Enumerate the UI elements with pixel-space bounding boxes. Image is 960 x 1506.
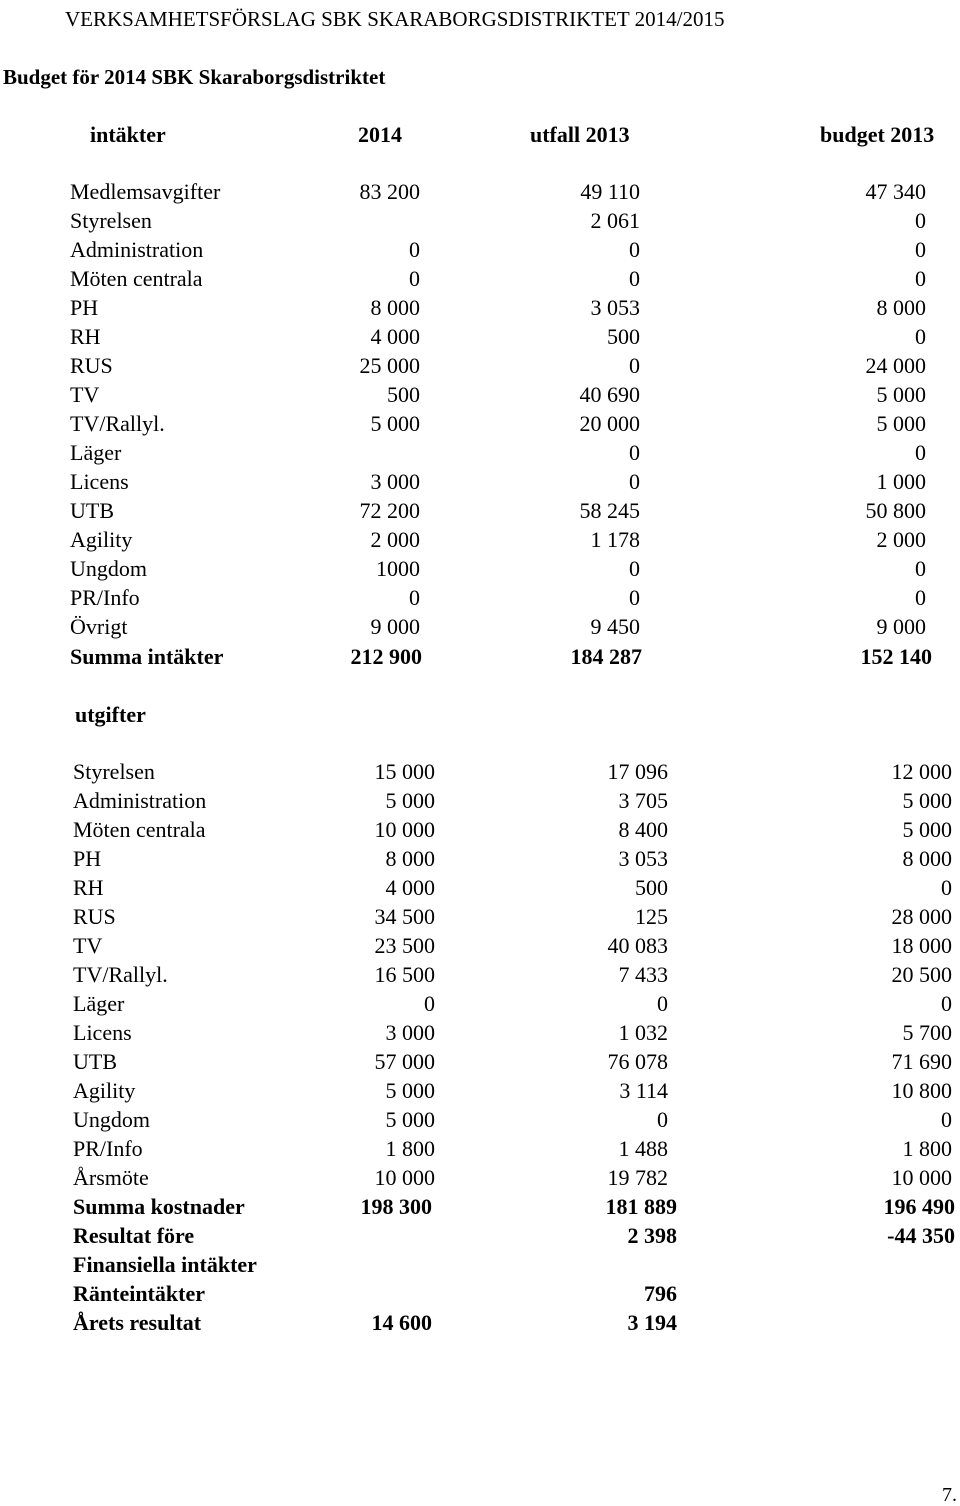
value-budget-2013: 8 000 bbox=[902, 846, 952, 871]
row-label: Ungdom bbox=[73, 1107, 150, 1132]
value-2014: 5 000 bbox=[385, 1107, 435, 1132]
row-label: UTB bbox=[70, 498, 114, 523]
value-budget-2013: 5 000 bbox=[902, 788, 952, 813]
value-budget-2013: 0 bbox=[915, 440, 926, 465]
row-label: Resultat före bbox=[73, 1223, 195, 1248]
table-row bbox=[0, 324, 960, 353]
value-budget-2013: -44 350 bbox=[887, 1223, 955, 1248]
value-budget-2013: 10 800 bbox=[891, 1078, 952, 1103]
value-budget-2013: 28 000 bbox=[891, 904, 952, 929]
row-label: Årsmöte bbox=[73, 1165, 149, 1190]
table-row bbox=[0, 179, 960, 208]
table-row bbox=[0, 353, 960, 382]
value-budget-2013: 0 bbox=[941, 1107, 952, 1132]
value-utfall-2013: 40 083 bbox=[607, 933, 668, 958]
value-utfall-2013: 2 061 bbox=[590, 208, 640, 233]
value-2014: 8 000 bbox=[385, 846, 435, 871]
table-row bbox=[0, 266, 960, 295]
value-utfall-2013: 500 bbox=[607, 324, 640, 349]
row-label: Medlemsavgifter bbox=[70, 179, 221, 204]
value-utfall-2013: 500 bbox=[635, 875, 668, 900]
table-row bbox=[0, 1194, 960, 1223]
table-row bbox=[0, 788, 960, 817]
row-label: TV/Rallyl. bbox=[70, 411, 165, 436]
value-2014: 34 500 bbox=[374, 904, 435, 929]
row-label: Administration bbox=[70, 237, 204, 262]
value-budget-2013: 0 bbox=[915, 266, 926, 291]
document-title: VERKSAMHETSFÖRSLAG SBK SKARABORGSDISTRIKTET 2014/2015 bbox=[65, 7, 725, 31]
value-utfall-2013: 0 bbox=[629, 237, 640, 262]
value-2014: 14 600 bbox=[371, 1310, 432, 1335]
value-2014: 3 000 bbox=[385, 1020, 435, 1045]
value-2014: 500 bbox=[387, 382, 420, 407]
total-utfall-2013: 184 287 bbox=[570, 644, 642, 669]
table-row bbox=[0, 991, 960, 1020]
table-row bbox=[0, 411, 960, 440]
value-utfall-2013: 0 bbox=[657, 1107, 668, 1132]
value-utfall-2013: 1 488 bbox=[618, 1136, 668, 1161]
value-budget-2013: 0 bbox=[941, 991, 952, 1016]
value-utfall-2013: 796 bbox=[644, 1281, 677, 1306]
table-row bbox=[0, 1223, 960, 1252]
row-label: Ränteintäkter bbox=[73, 1281, 205, 1306]
value-utfall-2013: 58 245 bbox=[579, 498, 640, 523]
table-row bbox=[0, 237, 960, 266]
table-row bbox=[0, 1020, 960, 1049]
row-label: Administration bbox=[73, 788, 207, 813]
value-budget-2013: 5 000 bbox=[876, 382, 926, 407]
value-2014: 72 200 bbox=[359, 498, 420, 523]
table-row bbox=[0, 556, 960, 585]
value-budget-2013: 0 bbox=[915, 208, 926, 233]
value-2014: 198 300 bbox=[360, 1194, 432, 1219]
value-2014: 2 000 bbox=[370, 527, 420, 552]
value-utfall-2013: 0 bbox=[629, 266, 640, 291]
value-2014: 15 000 bbox=[374, 759, 435, 784]
value-utfall-2013: 0 bbox=[629, 440, 640, 465]
value-budget-2013: 1 000 bbox=[876, 469, 926, 494]
row-label: Licens bbox=[70, 469, 129, 494]
value-2014: 83 200 bbox=[359, 179, 420, 204]
table-row bbox=[0, 904, 960, 933]
value-2014: 25 000 bbox=[359, 353, 420, 378]
value-2014: 16 500 bbox=[374, 962, 435, 987]
total-2014: 212 900 bbox=[350, 644, 422, 669]
value-2014: 1 800 bbox=[385, 1136, 435, 1161]
value-2014: 0 bbox=[424, 991, 435, 1016]
table-row bbox=[0, 469, 960, 498]
value-budget-2013: 20 500 bbox=[891, 962, 952, 987]
value-utfall-2013: 3 053 bbox=[590, 295, 640, 320]
value-utfall-2013: 0 bbox=[629, 469, 640, 494]
value-utfall-2013: 8 400 bbox=[618, 817, 668, 842]
table-row bbox=[0, 382, 960, 411]
table-row bbox=[0, 208, 960, 237]
value-utfall-2013: 0 bbox=[657, 991, 668, 1016]
row-label: Styrelsen bbox=[73, 759, 155, 784]
column-header-utfall-2013: utfall 2013 bbox=[530, 122, 630, 147]
row-label: Läger bbox=[73, 991, 125, 1016]
row-label: Ungdom bbox=[70, 556, 147, 581]
value-2014: 8 000 bbox=[370, 295, 420, 320]
row-label: Läger bbox=[70, 440, 122, 465]
row-label: TV bbox=[70, 382, 100, 407]
value-budget-2013: 12 000 bbox=[891, 759, 952, 784]
value-budget-2013: 0 bbox=[915, 585, 926, 610]
value-2014: 57 000 bbox=[374, 1049, 435, 1074]
expenses-heading: utgifter bbox=[75, 702, 146, 727]
value-utfall-2013: 125 bbox=[635, 904, 668, 929]
row-label: Årets resultat bbox=[73, 1310, 202, 1335]
row-label: Övrigt bbox=[70, 614, 128, 639]
row-label: TV/Rallyl. bbox=[73, 962, 168, 987]
column-header-intakter: intäkter bbox=[90, 122, 166, 147]
table-row bbox=[0, 527, 960, 556]
value-utfall-2013: 1 178 bbox=[590, 527, 640, 552]
value-utfall-2013: 20 000 bbox=[579, 411, 640, 436]
value-budget-2013: 5 000 bbox=[876, 411, 926, 436]
row-label: Möten centrala bbox=[70, 266, 203, 291]
table-row bbox=[0, 614, 960, 643]
value-budget-2013: 18 000 bbox=[891, 933, 952, 958]
value-utfall-2013: 49 110 bbox=[580, 179, 640, 204]
table-row bbox=[0, 1078, 960, 1107]
table-row bbox=[0, 759, 960, 788]
value-2014: 0 bbox=[409, 585, 420, 610]
value-2014: 1000 bbox=[376, 556, 420, 581]
value-2014: 10 000 bbox=[374, 1165, 435, 1190]
total-label: Summa intäkter bbox=[70, 644, 224, 669]
value-budget-2013: 50 800 bbox=[865, 498, 926, 523]
value-utfall-2013: 3 194 bbox=[627, 1310, 677, 1335]
value-2014: 5 000 bbox=[385, 788, 435, 813]
row-label: Summa kostnader bbox=[73, 1194, 245, 1219]
table-row bbox=[0, 933, 960, 962]
table-row bbox=[0, 962, 960, 991]
row-label: RUS bbox=[70, 353, 113, 378]
value-2014: 5 000 bbox=[370, 411, 420, 436]
value-2014: 0 bbox=[409, 266, 420, 291]
value-utfall-2013: 19 782 bbox=[607, 1165, 668, 1190]
value-budget-2013: 9 000 bbox=[876, 614, 926, 639]
value-utfall-2013: 7 433 bbox=[618, 962, 668, 987]
value-2014: 5 000 bbox=[385, 1078, 435, 1103]
total-budget-2013: 152 140 bbox=[860, 644, 932, 669]
value-budget-2013: 0 bbox=[941, 875, 952, 900]
value-utfall-2013: 76 078 bbox=[607, 1049, 668, 1074]
row-label: RH bbox=[73, 875, 104, 900]
value-budget-2013: 5 000 bbox=[902, 817, 952, 842]
value-2014: 4 000 bbox=[385, 875, 435, 900]
table-row bbox=[0, 875, 960, 904]
value-2014: 0 bbox=[409, 237, 420, 262]
row-label: PH bbox=[73, 846, 102, 871]
row-label: UTB bbox=[73, 1049, 117, 1074]
table-row bbox=[0, 498, 960, 527]
value-budget-2013: 71 690 bbox=[891, 1049, 952, 1074]
value-utfall-2013: 40 690 bbox=[579, 382, 640, 407]
value-budget-2013: 5 700 bbox=[902, 1020, 952, 1045]
value-2014: 4 000 bbox=[370, 324, 420, 349]
value-utfall-2013: 0 bbox=[629, 585, 640, 610]
row-label: RH bbox=[70, 324, 101, 349]
income-total-row bbox=[0, 644, 960, 673]
value-budget-2013: 1 800 bbox=[902, 1136, 952, 1161]
value-utfall-2013: 3 053 bbox=[618, 846, 668, 871]
value-utfall-2013: 3 705 bbox=[618, 788, 668, 813]
table-row bbox=[0, 1252, 960, 1281]
row-label: Licens bbox=[73, 1020, 132, 1045]
row-label: Möten centrala bbox=[73, 817, 206, 842]
column-header-budget-2013: budget 2013 bbox=[820, 122, 935, 147]
value-2014: 10 000 bbox=[374, 817, 435, 842]
table-row bbox=[0, 846, 960, 875]
row-label: Agility bbox=[70, 527, 133, 552]
row-label: TV bbox=[73, 933, 103, 958]
column-header-2014: 2014 bbox=[358, 122, 402, 147]
value-budget-2013: 24 000 bbox=[865, 353, 926, 378]
row-label: PR/Info bbox=[73, 1136, 143, 1161]
row-label: Agility bbox=[73, 1078, 136, 1103]
value-2014: 9 000 bbox=[370, 614, 420, 639]
value-utfall-2013: 17 096 bbox=[607, 759, 668, 784]
budget-subtitle: Budget för 2014 SBK Skaraborgsdistriktet bbox=[3, 65, 386, 89]
value-budget-2013: 10 000 bbox=[891, 1165, 952, 1190]
table-row bbox=[0, 295, 960, 324]
table-row bbox=[0, 1136, 960, 1165]
table-row bbox=[0, 817, 960, 846]
value-budget-2013: 0 bbox=[915, 324, 926, 349]
table-row bbox=[0, 1107, 960, 1136]
table-row bbox=[0, 440, 960, 469]
row-label: Styrelsen bbox=[70, 208, 152, 233]
table-row bbox=[0, 1281, 960, 1310]
value-utfall-2013: 3 114 bbox=[619, 1078, 668, 1103]
table-row bbox=[0, 1049, 960, 1078]
row-label: PH bbox=[70, 295, 99, 320]
row-label: RUS bbox=[73, 904, 116, 929]
value-utfall-2013: 9 450 bbox=[590, 614, 640, 639]
row-label: Finansiella intäkter bbox=[73, 1252, 257, 1277]
value-budget-2013: 8 000 bbox=[876, 295, 926, 320]
table-row bbox=[0, 1310, 960, 1339]
value-budget-2013: 47 340 bbox=[865, 179, 926, 204]
value-budget-2013: 2 000 bbox=[876, 527, 926, 552]
value-2014: 3 000 bbox=[370, 469, 420, 494]
value-utfall-2013: 1 032 bbox=[618, 1020, 668, 1045]
row-label: PR/Info bbox=[70, 585, 140, 610]
value-budget-2013: 0 bbox=[915, 556, 926, 581]
value-budget-2013: 0 bbox=[915, 237, 926, 262]
table-row bbox=[0, 585, 960, 614]
value-budget-2013: 196 490 bbox=[883, 1194, 955, 1219]
value-utfall-2013: 0 bbox=[629, 556, 640, 581]
value-2014: 23 500 bbox=[374, 933, 435, 958]
value-utfall-2013: 2 398 bbox=[627, 1223, 677, 1248]
value-utfall-2013: 0 bbox=[629, 353, 640, 378]
table-row bbox=[0, 1165, 960, 1194]
page-number: 7. bbox=[942, 1484, 957, 1506]
value-utfall-2013: 181 889 bbox=[605, 1194, 677, 1219]
